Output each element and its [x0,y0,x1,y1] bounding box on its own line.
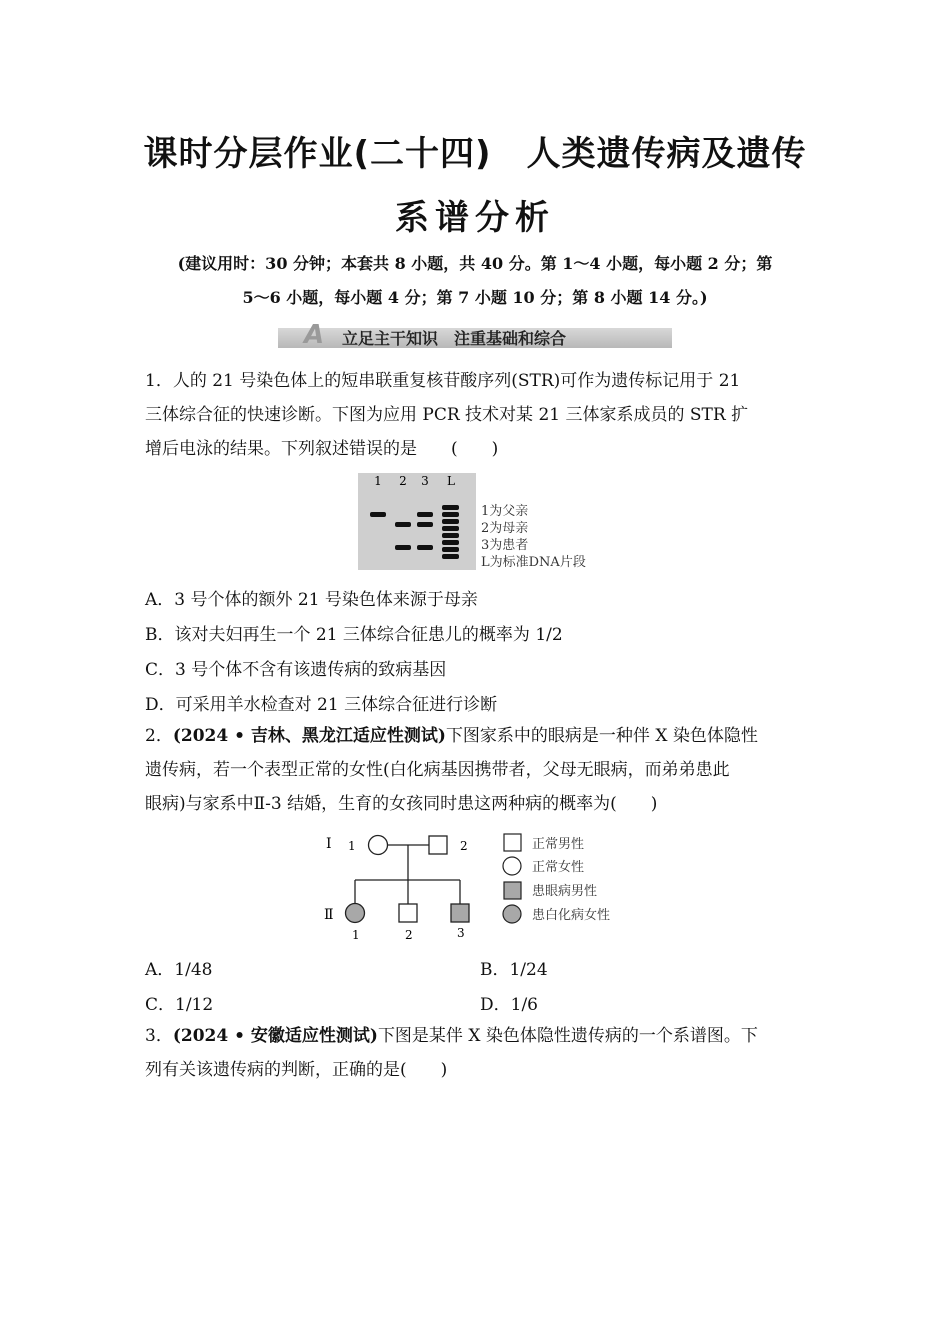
pedigree-legend: 正常男性 [532,837,585,852]
ladder-band [442,512,459,517]
legend-eye-disease-male-icon [504,882,521,899]
gel-legend: 3为患者 [481,538,529,553]
lane-label: 3 [421,474,429,488]
q2-option-b: B．1/24 [480,960,548,980]
gel-band [417,512,433,517]
pedigree-legend: 患眼病男性 [532,884,598,899]
individual-id: 1 [348,839,356,853]
q1-option-d: D．可采用羊水检查对 21 三体综合征进行诊断 [145,695,498,715]
eye-disease-male-symbol [451,904,469,922]
page-title-line2: 系谱分析 [395,198,555,238]
gel-svg [358,473,594,573]
gel-band [395,522,411,527]
section-letter: A [304,320,325,350]
normal-male-symbol [399,904,417,922]
question-2 [145,719,810,821]
ladder-band [442,547,459,552]
question-1-line: 三体综合征的快速诊断。下图为应用 PCR 技术对某 21 三体家系成员的 STR 扩 [145,405,749,425]
ladder-band [442,505,459,510]
legend-normal-female-icon [503,857,521,875]
gel-band [417,545,433,550]
lane-label: 2 [399,474,407,488]
generation-label: Ⅱ [324,907,334,923]
question-number: 3． [145,1026,173,1046]
ladder-band [442,554,459,559]
section-banner [278,320,672,350]
generation-label: Ⅰ [326,836,332,852]
pedigree-legend: 患白化病女性 [532,908,611,923]
pedigree-legend: 正常女性 [532,860,585,875]
gel-band [417,522,433,527]
question-2-line: 遗传病，若一个表型正常的女性(白化病基因携带者，父母无眼病，而弟弟患此 [145,760,730,780]
individual-id: 2 [405,928,413,942]
pedigree-figure [318,826,628,944]
q2-option-c: C．1/12 [145,995,214,1015]
lane-label: L [447,474,455,488]
ladder-band [442,519,459,524]
page-title: 课时分层作业(二十四) 人类遗传病及遗传 [143,134,807,174]
time-note-line2: 5～6 小题，每小题 4 分；第 7 小题 10 分；第 8 小题 14 分。) [242,288,708,307]
individual-id: 1 [352,928,360,942]
legend-normal-male-icon [504,834,521,851]
electrophoresis-figure [358,473,594,573]
lane-label: 1 [374,474,382,488]
q1-option-b: B．该对夫妇再生一个 21 三体综合征患儿的概率为 1/2 [145,625,563,645]
q1-option-c: C．3 号个体不含有该遗传病的致病基因 [145,660,447,680]
individual-id: 2 [460,839,468,853]
gel-band [395,545,411,550]
gel-legend: 1为父亲 [481,504,529,519]
question-number: 2． [145,726,173,746]
section-title: 立足主干知识 注重基础和综合 [342,329,567,348]
normal-male-symbol [429,836,447,854]
question-text: 下图是某伴 X 染色体隐性遗传病的一个系谱图。下 [377,1026,758,1046]
q1-option-a: A．3 号个体的额外 21 号染色体来源于母亲 [145,590,478,610]
question-source: (2024 • 吉林、黑龙江适应性测试) [172,726,446,746]
question-3-line [145,1019,810,1053]
ladder-band [442,526,459,531]
time-note: (建议用时：30 分钟；本套共 8 小题，共 40 分。第 1～4 小题，每小题 2 分；第 [177,254,773,273]
q2-option-a: A．1/48 [145,960,213,980]
individual-id: 3 [457,926,465,940]
gel-legend: L为标准DNA片段 [481,555,586,570]
albinism-female-symbol [346,904,365,923]
ladder-band [442,533,459,538]
question-1-line: 增后电泳的结果。下列叙述错误的是 ( ) [145,439,499,459]
q2-option-d: D．1/6 [480,995,538,1015]
ladder-band [442,540,459,545]
question-2-line [145,719,810,753]
question-text: 下图家系中的眼病是一种伴 X 染色体隐性 [445,726,758,746]
gel-band [370,512,386,517]
question-3-line: 列有关该遗传病的判断，正确的是( ) [145,1060,448,1080]
question-1-line: 1．人的 21 号染色体上的短串联重复核苷酸序列(STR)可作为遗传标记用于 21 [145,371,741,391]
question-1 [145,364,810,466]
gel-legend: 2为母亲 [481,521,529,536]
question-2-line: 眼病)与家系中Ⅱ-3 结婚，生育的女孩同时患这两种病的概率为( ) [145,794,658,814]
question-3 [145,1019,810,1087]
pedigree-svg [318,826,628,944]
legend-albinism-female-icon [503,905,521,923]
question-source: (2024 • 安徽适应性测试) [172,1026,378,1046]
normal-female-symbol [369,836,388,855]
